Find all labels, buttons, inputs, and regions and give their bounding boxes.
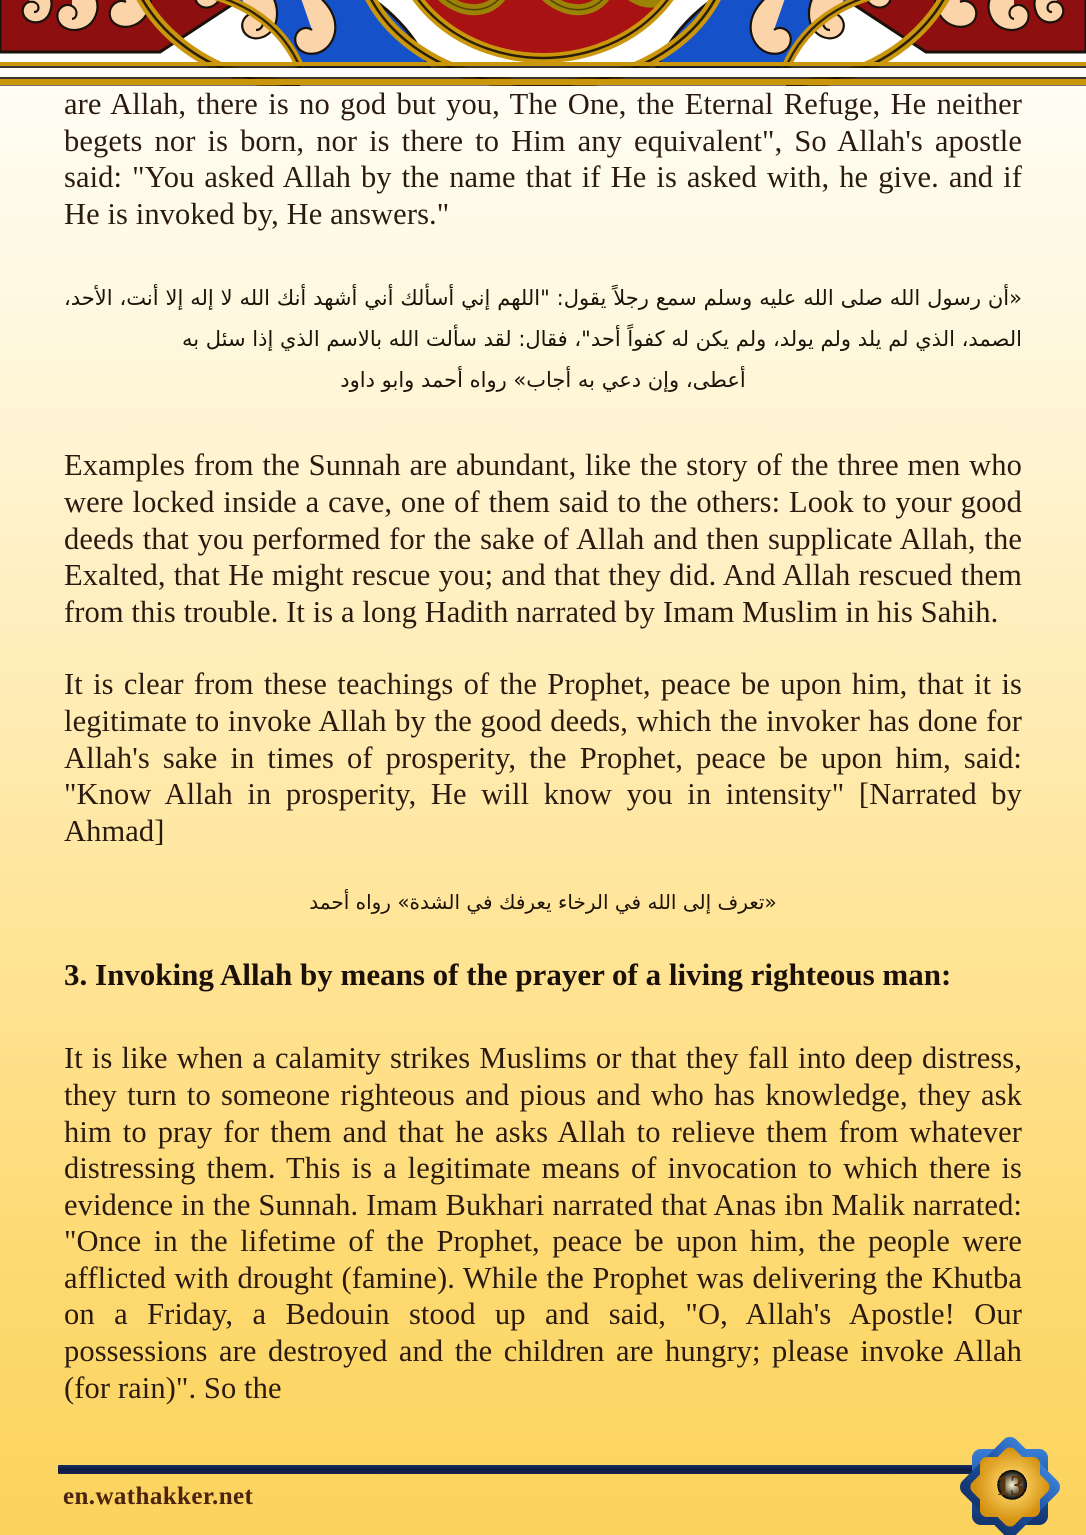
text-column [64,86,1022,1406]
footer-website-url[interactable]: en.wathakker.net [63,1483,254,1510]
paragraph-opening-hadith-translation: are Allah, there is no god but you, The One, the Eternal Refuge, He neither begets nor is born, nor is there to Him any equivalent", So Allah's apostle said: "You asked Allah by the name that if He is asked with, he give. and if He is invoked by, He answers." [64,87,1022,231]
star-badge-artwork [956,1433,1064,1535]
islamic-arabesque-border [0,0,1086,86]
paragraph-teachings-of-prophet: It is clear from these teachings of the Prophet, peace be upon him, that it is legitimate to invoke Allah by the good deeds, which the invoker has done for Allah's sake in times of prosperity, the Prophet, peace be upon him, said: "Know Allah in prosperity, He will know you in intensity" [Narrated by Ahmad] [64,667,1022,848]
page-footer [0,1439,1086,1535]
spacer [64,232,1022,278]
paragraph-prayer-of-righteous-man: It is like when a calamity strikes Muslims or that they fall into deep distress, they turn to someone righteous and pious and who has knowledge, they ask him to pray for them and that he asks Allah to relieve them from whatever distressing them. This is a legitimate means of invocation to which there is evidence in the Sunnah. Imam Bukhari narrated that Anas ibn Malik narrated: "Once in the lifetime of the Prophet, peace be upon him, the people were afflicted with drought (famine). While the Prophet was delivering the Khutba on a Friday, a Bedouin stood up and said, "O, Allah's Apostle! Our possessions are destroyed and the children are hungry; please invoke Allah (for rain)". So the [64,1041,1022,1405]
eight-pointed-star-page-badge [956,1433,1064,1535]
arabic-hadith-block-2: «تعرف إلى الله في الرخاء يعرفك في الشدة» رواه أحمد [309,890,777,915]
arabic-hadith-block-1 [64,278,1022,401]
page-number-label: 13 [996,1471,1024,1502]
spacer [64,994,1022,1040]
footer-divider [58,1465,1008,1474]
spacer [64,630,1022,666]
section-heading-3: 3. Invoking Allah by means of the prayer of a living righteous man: [64,957,952,993]
spacer [64,849,1022,885]
page-content [0,86,1086,1406]
arabic-hadith-1-line-2: أعطى، وإن دعي به أجاب» رواه أحمد وابو داود [340,368,746,393]
paragraph-examples-from-sunnah: Examples from the Sunnah are abundant, like the story of the three men who were locked inside a cave, one of them said to the others: Look to your good deeds that you performed for the sake of Allah and then supplicate Allah, the Exalted, that He might rescue you; and that they did. And Allah rescued them from this trouble. It is a long Hadith narrated by Imam Muslim in his Sahih. [64,448,1022,629]
arabic-hadith-1-line-1: «أن رسول الله صلى الله عليه وسلم سمع رجلاً يقول: "اللهم إني أسألك أني أشهد أنك الله لا إله إلا أنت، الأحد، الصمد، الذي لم يلد ولم يولد، ولم يكن له كفواً أحد"، فقال: لقد سألت الله بالاسم الذي إذا سئل به [64,286,1022,352]
spacer [64,401,1022,447]
border-artwork [0,0,1086,86]
spacer [64,919,1022,955]
